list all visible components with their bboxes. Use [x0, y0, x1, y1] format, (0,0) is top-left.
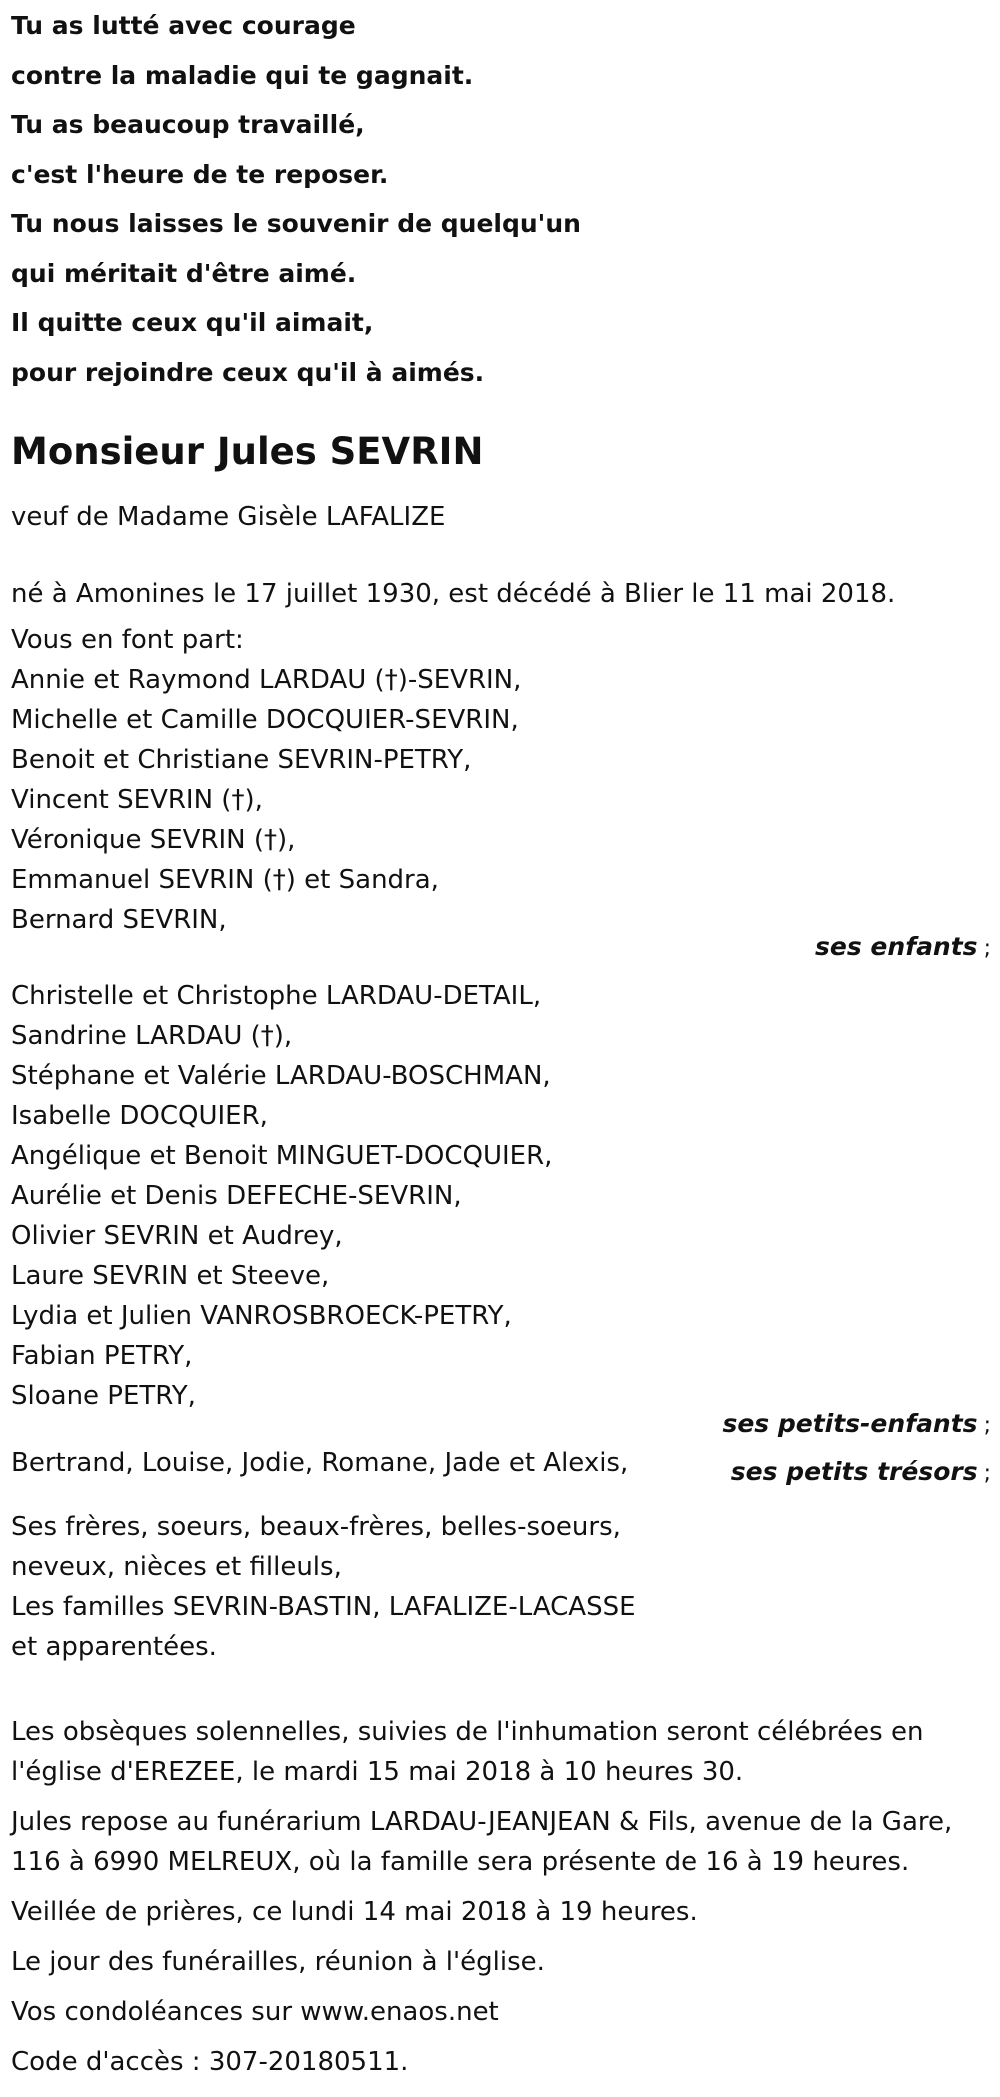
list-item: neveux, nièces et filleuls,: [11, 1552, 342, 1582]
rest-line: Jules repose au funérarium LARDAU-JEANJEAN & Fils, avenue de la Gare,: [11, 1807, 953, 1837]
list-item: Ses frères, soeurs, beaux-frères, belles-soeurs,: [11, 1512, 621, 1542]
list-item: Lydia et Julien VANROSBROECK-PETRY,: [11, 1301, 512, 1331]
birth-death-line: né à Amonines le 17 juillet 1930, est décédé à Blier le 11 mai 2018.: [11, 579, 896, 609]
list-item: Benoit et Christiane SEVRIN-PETRY,: [11, 745, 472, 775]
rest-paragraph: [11, 1802, 991, 1882]
family-list: [11, 1507, 991, 1667]
grandchildren-list: [11, 976, 991, 1416]
list-item: Sandrine LARDAU (†),: [11, 1021, 293, 1051]
rest-line: 116 à 6990 MELREUX, où la famille sera présente de 16 à 19 heures.: [11, 1847, 910, 1877]
deceased-name: Monsieur Jules SEVRIN: [11, 430, 484, 473]
list-item: Isabelle DOCQUIER,: [11, 1101, 268, 1131]
poem-line: pour rejoindre ceux qu'il à aimés.: [11, 357, 485, 387]
list-item: Angélique et Benoit MINGUET-DOCQUIER,: [11, 1141, 553, 1171]
list-item: Christelle et Christophe LARDAU-DETAIL,: [11, 981, 542, 1011]
poem-line: contre la maladie qui te gagnait.: [11, 60, 474, 90]
list-item: Vincent SEVRIN (†),: [11, 785, 263, 815]
poem-line: qui méritait d'être aimé.: [11, 258, 357, 288]
poem-line: Tu nous laisses le souvenir de quelqu'un: [11, 209, 581, 238]
widower-line: veuf de Madame Gisèle LAFALIZE: [11, 502, 446, 532]
treasures-row: [11, 1443, 991, 1486]
list-item: Laure SEVRIN et Steeve,: [11, 1261, 330, 1291]
list-item: Michelle et Camille DOCQUIER-SEVRIN,: [11, 705, 519, 735]
meeting-line: Le jour des funérailles, réunion à l'église.: [11, 1947, 545, 1977]
list-item: Sloane PETRY,: [11, 1381, 196, 1411]
treasures-role: [731, 1457, 991, 1489]
role-separator: ;: [983, 936, 991, 961]
vigil-line: Veillée de prières, ce lundi 14 mai 2018 à 19 heures.: [11, 1897, 698, 1927]
role-label: ses petits trésors: [730, 1457, 978, 1486]
list-item: Emmanuel SEVRIN (†) et Sandra,: [11, 865, 439, 895]
role-separator: ;: [983, 1461, 991, 1486]
list-item: Olivier SEVRIN et Audrey,: [11, 1221, 343, 1251]
treasures-line: Bertrand, Louise, Jodie, Romane, Jade et Alexis,: [11, 1448, 629, 1478]
role-label: ses petits-enfants: [722, 1409, 978, 1438]
list-item: Bernard SEVRIN,: [11, 905, 227, 935]
poem-line: Tu as beaucoup travaillé,: [11, 110, 365, 139]
role-label: ses enfants: [815, 932, 978, 961]
list-item: Aurélie et Denis DEFECHE-SEVRIN,: [11, 1181, 462, 1211]
obituary-page: [11, 0, 991, 2092]
children-list: [11, 660, 991, 940]
poem-line: c'est l'heure de te reposer.: [11, 159, 389, 189]
list-item: et apparentées.: [11, 1632, 217, 1662]
list-item: Fabian PETRY,: [11, 1341, 193, 1371]
ceremony-paragraph: [11, 1712, 991, 1792]
condolences-line: Vos condoléances sur www.enaos.net: [11, 1997, 499, 2027]
funeral-info: [11, 1712, 991, 2082]
list-item: Annie et Raymond LARDAU (†)-SEVRIN,: [11, 665, 522, 695]
list-item: Stéphane et Valérie LARDAU-BOSCHMAN,: [11, 1061, 551, 1091]
poem-line: Tu as lutté avec courage: [11, 11, 356, 40]
announce-line: Vous en font part:: [11, 625, 244, 655]
ceremony-line: Les obsèques solennelles, suivies de l'inhumation seront célébrées en: [11, 1717, 924, 1747]
poem: [11, 1, 991, 397]
ceremony-line: l'église d'EREZEE, le mardi 15 mai 2018 à 10 heures 30.: [11, 1757, 744, 1787]
access-code-line: Code d'accès : 307-20180511.: [11, 2047, 409, 2077]
role-separator: ;: [983, 1413, 991, 1438]
poem-line: Il quitte ceux qu'il aimait,: [11, 308, 374, 337]
list-item: Les familles SEVRIN-BASTIN, LAFALIZE-LACASSE: [11, 1592, 636, 1622]
list-item: Véronique SEVRIN (†),: [11, 825, 296, 855]
